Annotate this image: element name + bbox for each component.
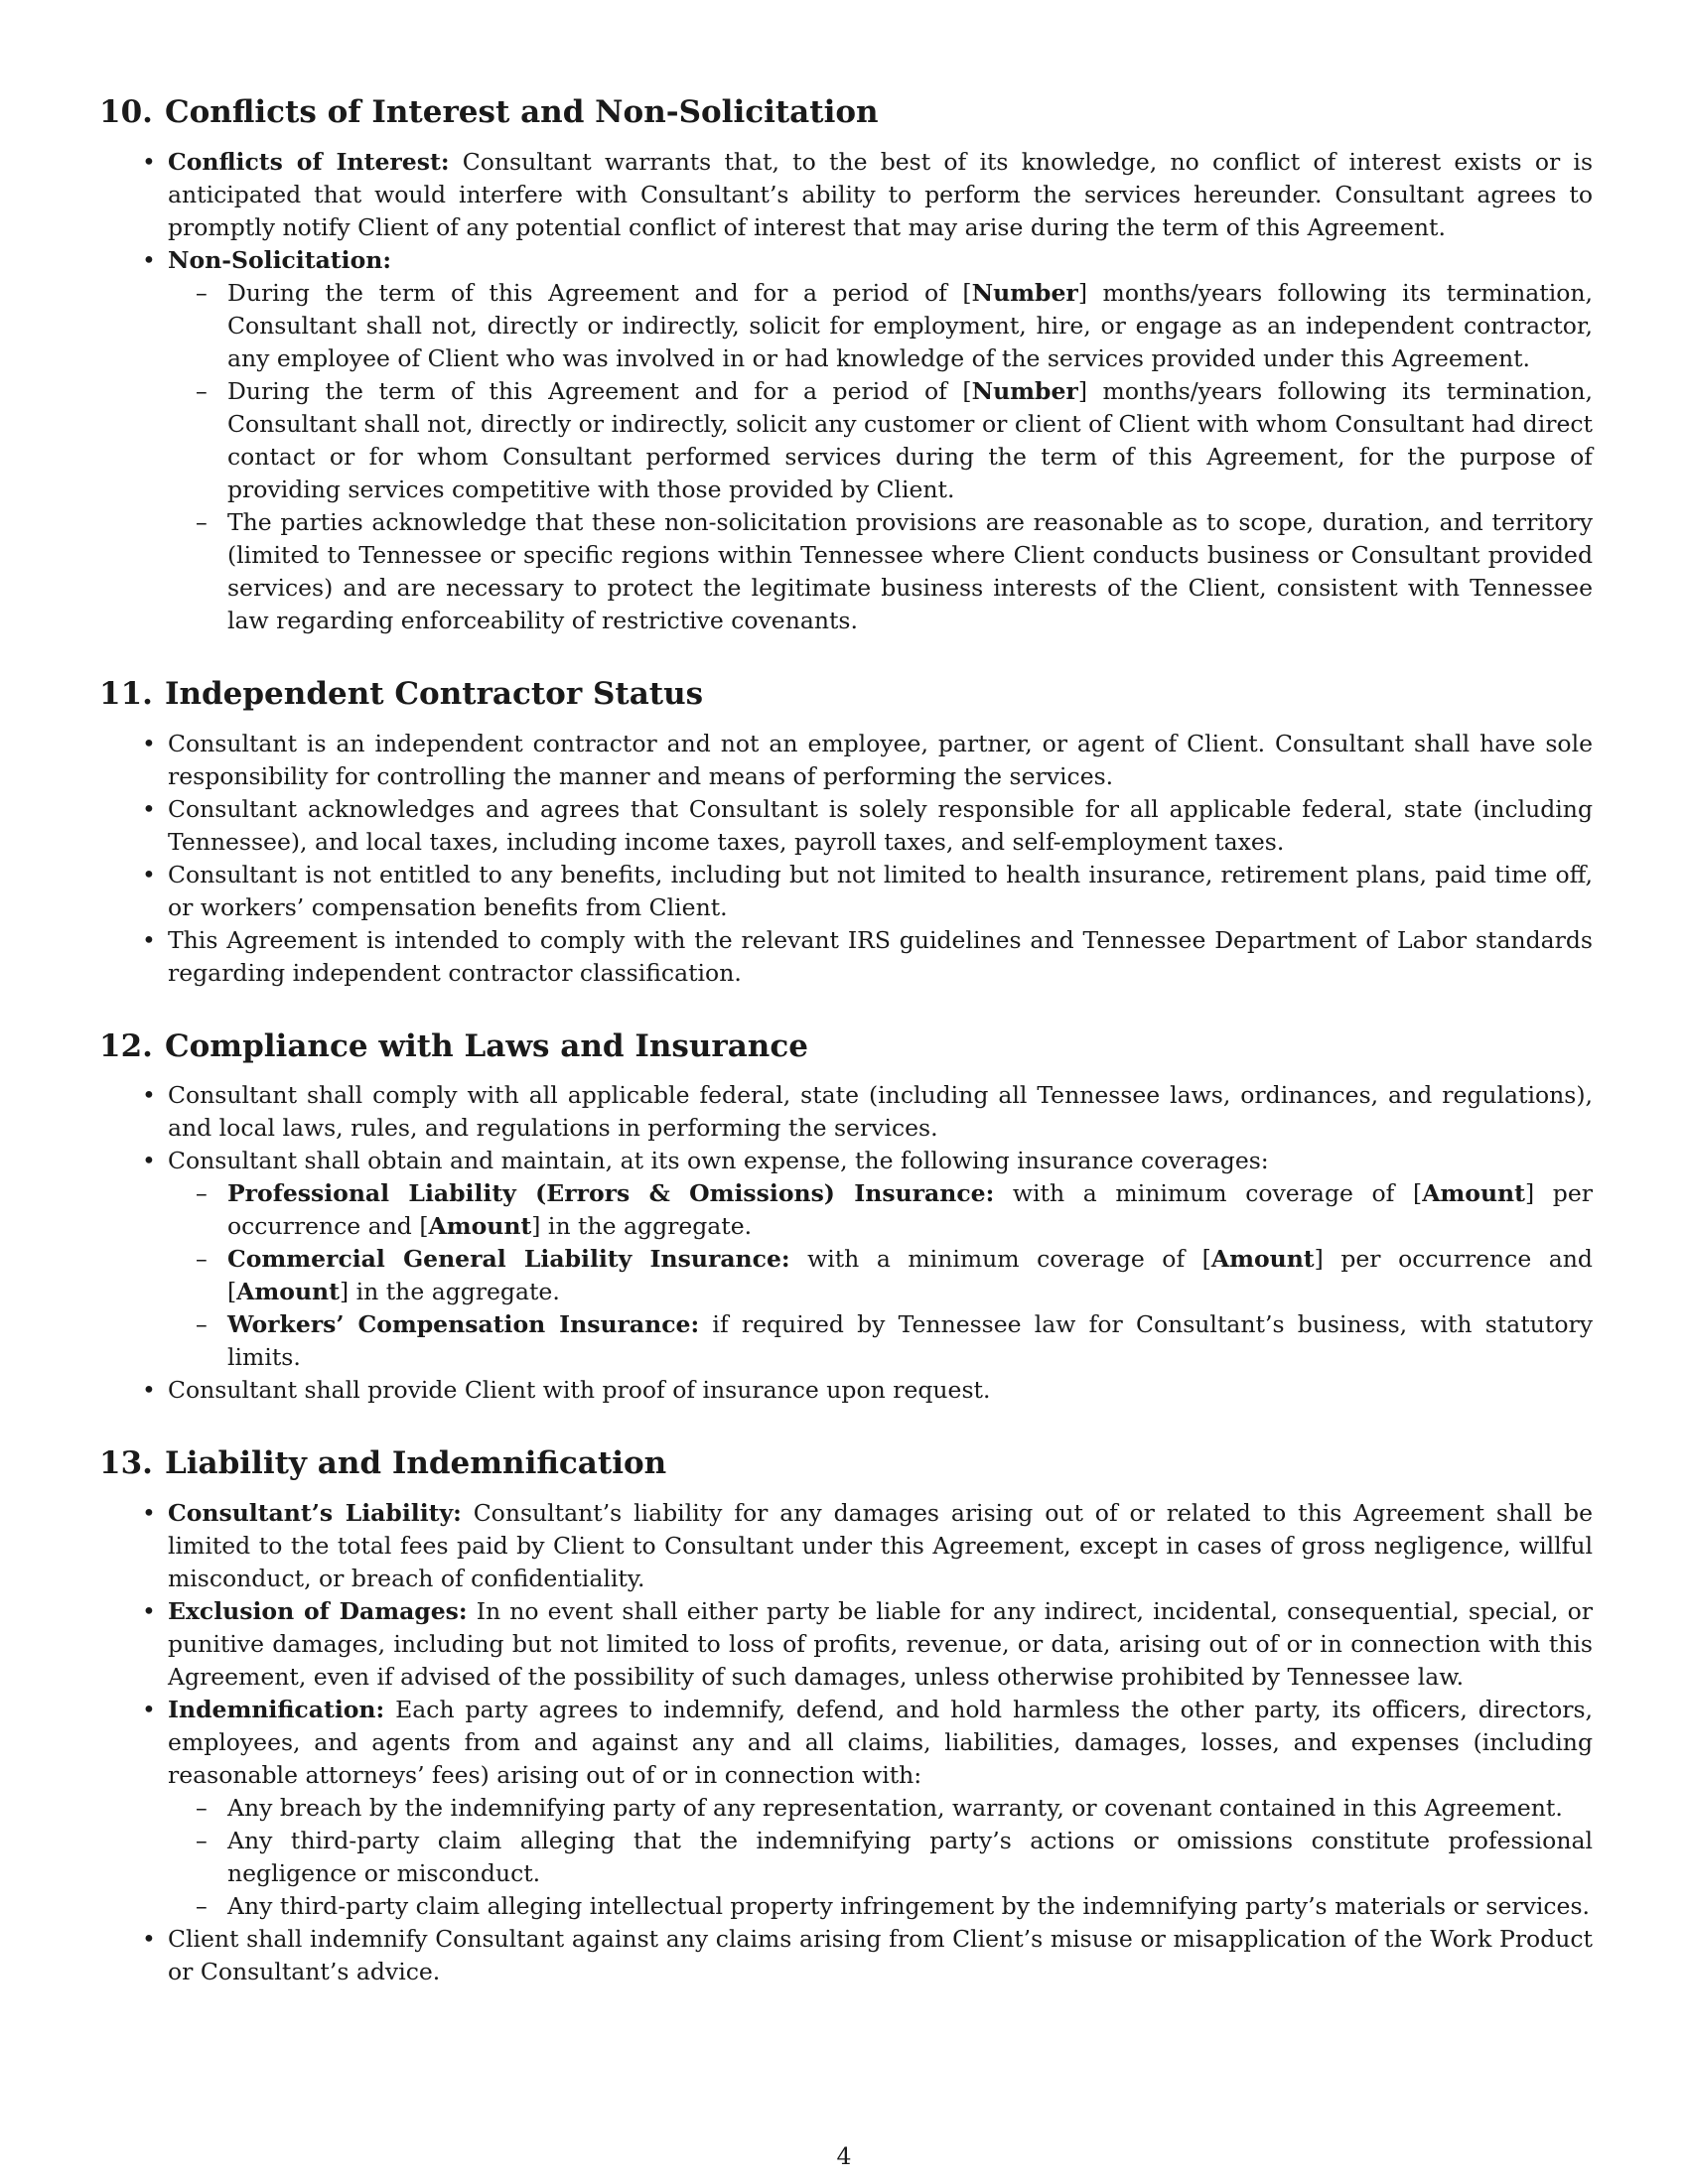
sub-list	[168, 277, 1593, 637]
item-text: Consultant shall obtain and maintain, at its own expense, the following insurance coverages:	[168, 1147, 1269, 1175]
sub-lead: Professional Liability (Errors & Omissions) Insurance:	[227, 1179, 995, 1208]
item-lead: Exclusion of Damages:	[168, 1597, 468, 1625]
section-11	[99, 675, 1593, 990]
list-item	[168, 146, 1593, 244]
page-number: 4	[836, 2142, 852, 2170]
item-lead: Consultant’s Liability:	[168, 1499, 462, 1527]
placeholder-term: Number	[971, 376, 1078, 405]
sub-text: During the term of this Agreement and for a period of [	[227, 278, 972, 307]
section-heading	[99, 93, 1593, 132]
placeholder-term: Amount	[1210, 1245, 1315, 1274]
list-item	[168, 1374, 1593, 1407]
section-title: Liability and Indemnification	[164, 1445, 667, 1482]
sub-item	[227, 1308, 1593, 1374]
sub-item: – Any breach by the indemnifying party of any representation, warranty, or covenant contained in this Agreement.	[227, 1792, 1593, 1825]
section-number: 12.	[99, 1027, 153, 1064]
sub-text: ] months/years following its termination, Consultant shall not, directly or indirectly, solicit for employment, hire, or engage as an independent contractor, any employee of Client who was involved in or had knowledge of the services provided under this Agreement.	[227, 278, 1593, 372]
sub-item	[227, 1177, 1593, 1243]
sub-text: The parties acknowledge that these non-solicitation provisions are reasonable as to scope, duration, and territory (limited to Tennessee or specific regions within Tennessee where Client conducts business or Consultant provided services) and are necessary to protect the legitimate business interests of the Client, consistent with Tennessee law regarding enforceability of restrictive covenants.	[227, 507, 1593, 634]
bullet-list	[99, 146, 1593, 637]
list-item	[168, 1694, 1593, 1923]
placeholder-term: Amount	[428, 1212, 532, 1241]
sub-text: ] months/years following its termination, Consultant shall not, directly or indirectly, solicit any customer or client of Client with whom Consultant had direct contact or for whom Consultant performed services during the term of this Agreement, for the purpose of providing services competitive with those provided by Client.	[227, 376, 1593, 503]
section-12	[99, 1027, 1593, 1408]
list-item: • Consultant acknowledges and agrees that Consultant is solely responsible for all applicable federal, state (including Tennessee), and local taxes, including income taxes, payroll taxes, and self-employment taxes.	[168, 793, 1593, 859]
placeholder-term: Amount	[236, 1278, 340, 1306]
list-item	[168, 1923, 1593, 1988]
sub-list	[168, 1177, 1593, 1374]
list-item	[168, 1497, 1593, 1595]
section-10	[99, 93, 1593, 637]
item-text: Consultant’s liability for any damages arising out of or related to this Agreement shall be limited to the total fees paid by Client to Consultant under this Agreement, except in cases of gross negligence, willful misconduct, or breach of confidentiality.	[168, 1499, 1593, 1592]
sub-list	[168, 1792, 1593, 1923]
section-13	[99, 1444, 1593, 1988]
section-heading	[99, 1027, 1593, 1066]
sub-item	[227, 506, 1593, 637]
item-text: Each party agrees to indemnify, defend, and hold harmless the other party, its officers, directors, employees, and agents from and against any and all claims, liabilities, damages, losses, and expenses (including reasonable attorneys’ fees) arising out of or in connection with:	[168, 1696, 1593, 1789]
section-title: Compliance with Laws and Insurance	[164, 1027, 808, 1064]
sub-text: During the term of this Agreement and for a period of [	[227, 376, 972, 405]
sub-text: ] per occurrence and [	[227, 1179, 1593, 1241]
section-heading	[99, 675, 1593, 714]
section-number: 13.	[99, 1445, 153, 1482]
sub-item: – Any third-party claim alleging intellectual property infringement by the indemnifying party’s materials or services.	[227, 1890, 1593, 1923]
list-item	[168, 1595, 1593, 1694]
item-text: In no event shall either party be liable for any indirect, incidental, consequential, special, or punitive damages, including but not limited to loss of profits, revenue, or data, arising out of or in connection with this Agreement, even if advised of the possibility of such damages, unless otherwise prohibited by Tennessee law.	[168, 1597, 1593, 1691]
item-text: Consultant shall comply with all applicable federal, state (including all Tennessee laws, ordinances, and regulations), and local laws, rules, and regulations in performing the services.	[168, 1081, 1593, 1143]
section-title: Independent Contractor Status	[164, 675, 704, 712]
list-item	[168, 1145, 1593, 1374]
section-title: Conflicts of Interest and Non-Solicitation	[164, 94, 879, 130]
list-item: • Consultant is an independent contractor and not an employee, partner, or agent of Client. Consultant shall have sole responsibility for controlling the manner and means of performing the services.	[168, 728, 1593, 793]
sub-item: – Any third-party claim alleging that the indemnifying party’s actions or omissions constitute professional negligence or misconduct.	[227, 1825, 1593, 1890]
placeholder-term: Number	[971, 278, 1078, 307]
sub-text: ] in the aggregate.	[531, 1212, 753, 1241]
placeholder-term: Amount	[1422, 1179, 1525, 1208]
section-number: 11.	[99, 675, 153, 712]
list-item	[168, 1079, 1593, 1145]
sub-text: ] in the aggregate.	[339, 1278, 560, 1306]
item-text: Client shall indemnify Consultant against any claims arising from Client’s misuse or misapplication of the Work Product or Consultant’s advice.	[168, 1925, 1593, 1985]
sub-item	[227, 375, 1593, 506]
section-heading	[99, 1444, 1593, 1483]
section-number: 10.	[99, 94, 153, 130]
sub-lead: Commercial General Liability Insurance:	[227, 1245, 790, 1274]
item-lead: Conflicts of Interest:	[168, 147, 450, 176]
item-lead: Indemnification:	[168, 1696, 385, 1723]
bullet-list	[99, 1079, 1593, 1407]
sub-text: if required by Tennessee law for Consultant’s business, with statutory limits.	[227, 1310, 1593, 1372]
sub-item	[227, 277, 1593, 375]
list-item: • Consultant is not entitled to any benefits, including but not limited to health insurance, retirement plans, paid time off, or workers’ compensation benefits from Client.	[168, 859, 1593, 924]
item-text: Consultant warrants that, to the best of its knowledge, no conflict of interest exists or is anticipated that would interfere with Consultant’s ability to perform the services hereunder. Consultant agrees to promptly notify Client of any potential conflict of interest that may arise during the term of this Agreement.	[168, 147, 1594, 241]
item-lead: Non-Solicitation:	[168, 245, 392, 274]
list-item: • This Agreement is intended to comply with the relevant IRS guidelines and Tennessee Department of Labor standards regarding independent contractor classification.	[168, 924, 1593, 990]
sub-text: with a minimum coverage of [	[789, 1245, 1211, 1274]
sub-text: with a minimum coverage of [	[994, 1179, 1423, 1208]
bullet-list	[99, 1497, 1593, 1988]
item-text: Consultant shall provide Client with proof of insurance upon request.	[168, 1376, 991, 1405]
sub-lead: Workers’ Compensation Insurance:	[227, 1310, 700, 1339]
list-item	[168, 244, 1593, 637]
bullet-list	[99, 728, 1593, 990]
sub-text: ] per occurrence and [	[227, 1245, 1593, 1306]
sub-item	[227, 1243, 1593, 1308]
